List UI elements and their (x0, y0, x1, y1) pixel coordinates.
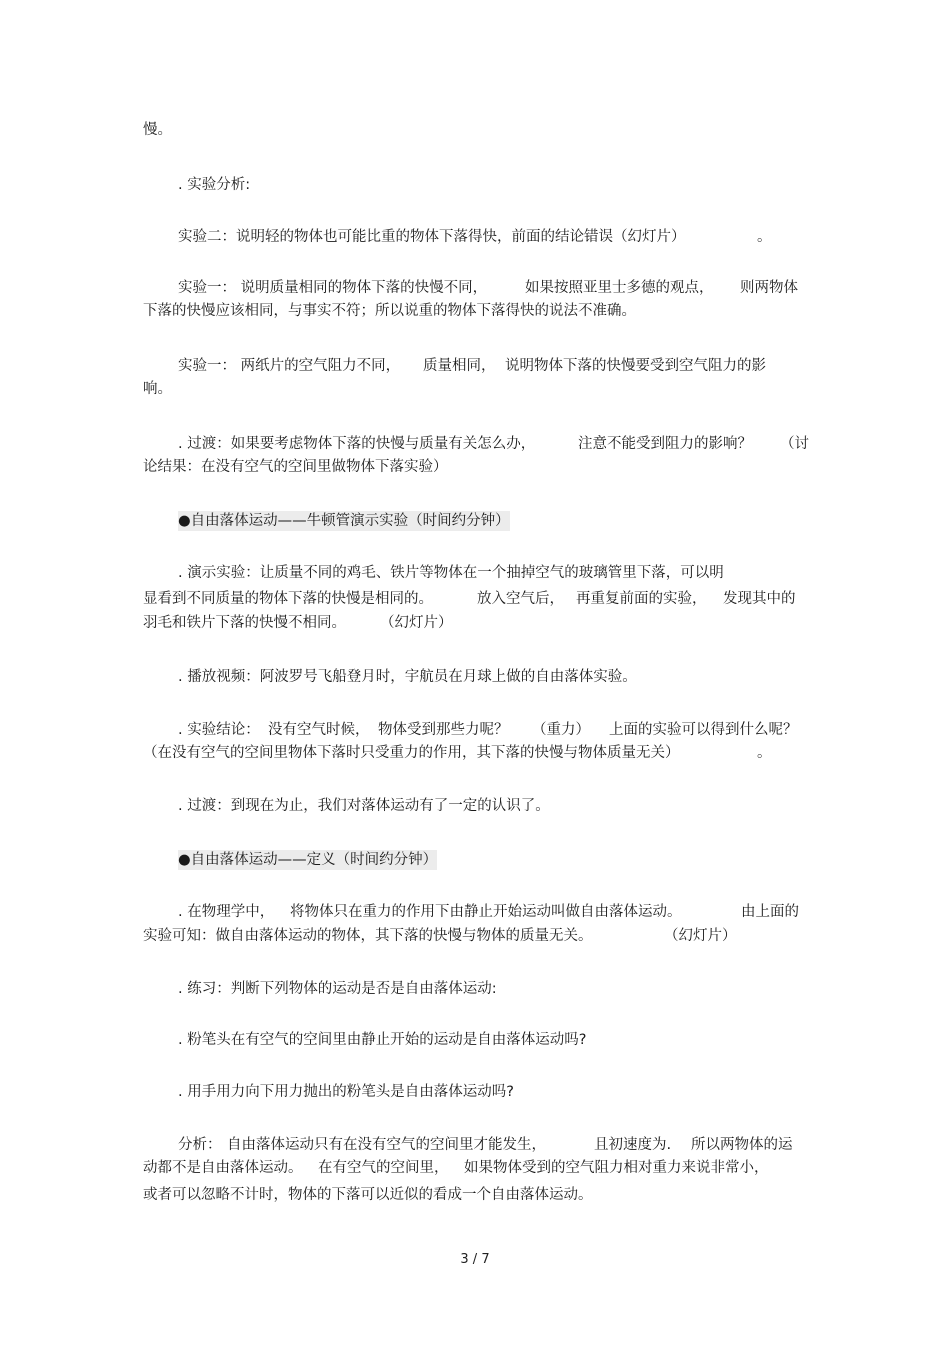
text-line: 质量相同， (423, 358, 496, 374)
text-line: . 实验结论： (178, 722, 260, 738)
text-line: 将物体只在重力的作用下由静止开始运动叫做自由落体运动。 (290, 904, 682, 920)
text-line: . 演示实验：让质量不同的鸡毛、铁片等物体在一个抽掉空气的玻璃管里下落，可以明 (178, 565, 724, 581)
text-line: 放入空气后， (477, 591, 564, 607)
text-line: 实验二：说明轻的物体也可能比重的物体下落得快，前面的结论错误（幻灯片） (178, 229, 686, 245)
text-line: 。 (757, 229, 772, 245)
text-line: （幻灯片） (380, 615, 453, 631)
text-line: 上面的实验可以得到什么呢？ (609, 722, 798, 738)
text-line: 显看到不同质量的物体下落的快慢是相同的。 (143, 591, 433, 607)
text-line: 实验一： 两纸片的空气阻力不同， (178, 358, 401, 374)
section-heading: ●自由落体运动——定义（时间约分钟） (178, 852, 438, 868)
text-line: 所以两物体的运 (691, 1137, 793, 1153)
text-line: . 过渡：到现在为止，我们对落体运动有了一定的认识了。 (178, 798, 550, 814)
text-line: . 用手用力向下用力抛出的粉笔头是自由落体运动吗? (178, 1084, 514, 1100)
text-line: （重力） (532, 722, 590, 738)
text-line: 发现其中的 (723, 591, 796, 607)
text-line: 物体受到那些力呢？ (378, 722, 509, 738)
text-line: 注意不能受到阻力的影响？ (578, 436, 752, 452)
text-line: 或者可以忽略不计时，物体的下落可以近似的看成一个自由落体运动。 (143, 1187, 593, 1203)
text-line: . 在物理学中， (178, 904, 275, 920)
text-line: 响。 (143, 381, 172, 397)
text-line: . 练习：判断下列物体的运动是否是自由落体运动: (178, 981, 497, 997)
text-line: 。 (757, 745, 772, 761)
text-line: 动都不是自由落体运动。 (143, 1160, 303, 1176)
text-line: . 实验分析: (178, 177, 251, 193)
text-line: 论结果：在没有空气的空间里做物体下落实验） (143, 459, 448, 475)
text-line: 由上面的 (741, 904, 799, 920)
text-line: . 过渡：如果要考虑物体下落的快慢与质量有关怎么办， (178, 436, 536, 452)
text-line: 羽毛和铁片下落的快慢不相同。 (143, 615, 346, 631)
text-line: （在没有空气的空间里物体下落时只受重力的作用，其下落的快慢与物体质量无关） (143, 745, 680, 761)
text-line: 且初速度为. (594, 1137, 672, 1153)
text-line: 自由落体运动只有在没有空气的空间里才能发生， (227, 1137, 546, 1153)
text-line: （讨 (780, 436, 809, 452)
text-line: （幻灯片） (664, 928, 737, 944)
text-line: 在有空气的空间里， (318, 1160, 449, 1176)
text-line: 分析： (178, 1137, 222, 1153)
page-number: 3 / 7 (460, 1252, 490, 1267)
text-line: 实验可知：做自由落体运动的物体，其下落的快慢与物体的质量无关。 (143, 928, 593, 944)
text-line: . 播放视频：阿波罗号飞船登月时，宇航员在月球上做的自由落体实验。 (178, 669, 637, 685)
text-line: 下落的快慢应该相同，与事实不符；所以说重的物体下落得快的说法不准确。 (143, 303, 636, 319)
text-line: 实验一： 说明质量相同的物体下落的快慢不同， (178, 280, 488, 296)
text-line: 则两物体 (740, 280, 798, 296)
text-line: 再重复前面的实验， (576, 591, 707, 607)
text-line: 慢。 (143, 122, 172, 138)
text-line: 如果物体受到的空气阻力相对重力来说非常小， (464, 1160, 769, 1176)
text-line: 如果按照亚里士多德的观点， (525, 280, 714, 296)
text-line: 没有空气时候， (268, 722, 370, 738)
text-line: 说明物体下落的快慢要受到空气阻力的影 (505, 358, 766, 374)
text-line: . 粉笔头在有空气的空间里由静止开始的运动是自由落体运动吗? (178, 1032, 587, 1048)
section-heading: ●自由落体运动——牛顿管演示实验（时间约分钟） (178, 513, 510, 529)
